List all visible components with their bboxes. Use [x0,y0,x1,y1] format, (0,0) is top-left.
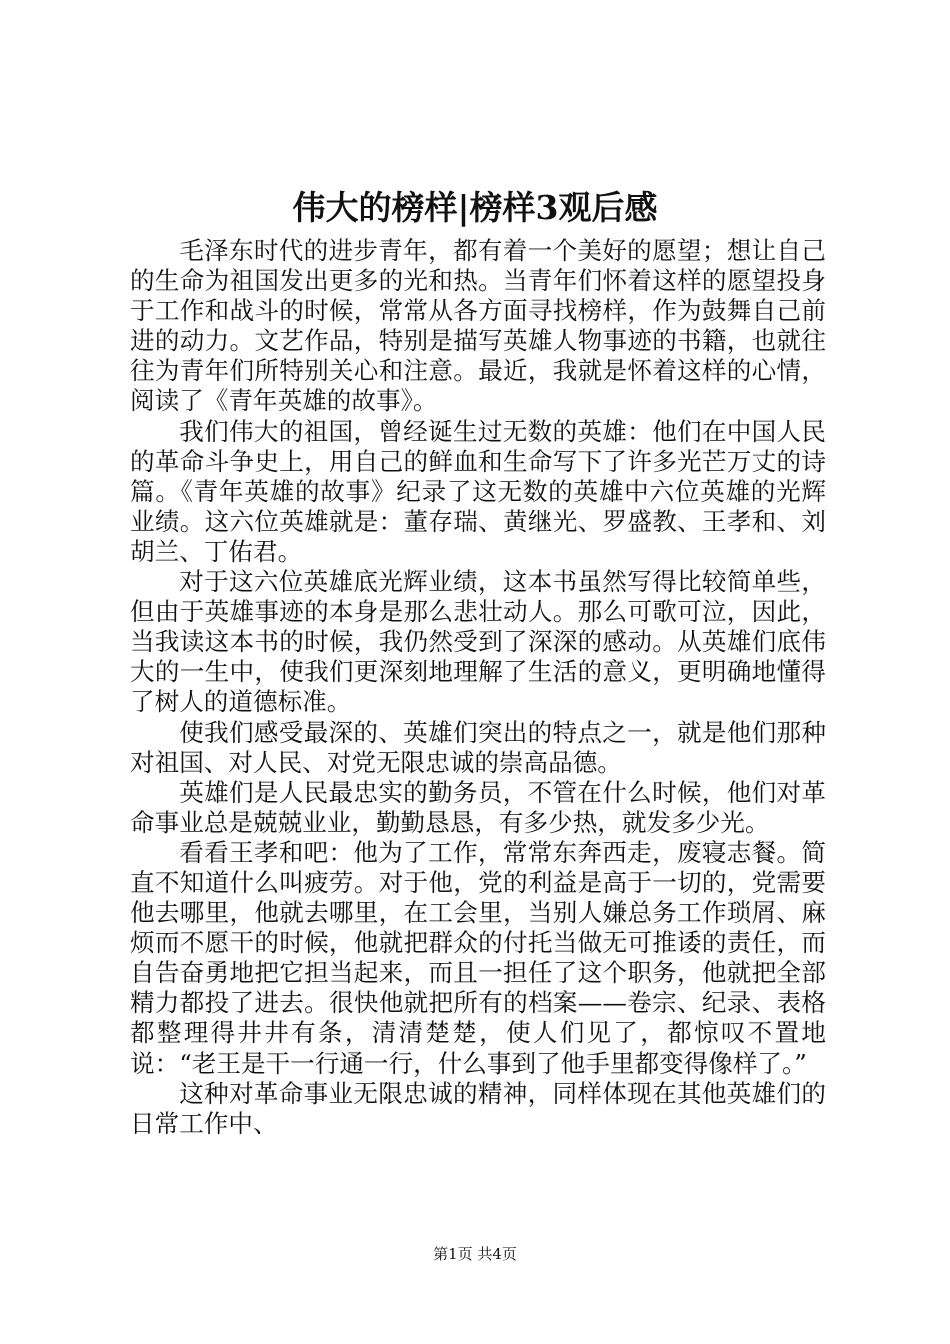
document-title: 伟大的榜样|榜样3观后感 [292,188,658,227]
paragraph-3: 对于这六位英雄底光辉业绩，这本书虽然写得比较简单些，但由于英雄事迹的本身是那么悲壮动人。那么可歌可泣，因此，当我读这本书的时候，我仍然受到了深深的感动。从英雄们底伟大的一生中，使我们更深刻地理解了生活的意义，更明确地懂得了树人的道德标准。 [130,567,826,717]
paragraph-5: 英雄们是人民最忠实的勤务员，不管在什么时候，他们对革命事业总是兢兢业业，勤勤恳恳，有多少热，就发多少光。 [130,777,826,837]
paragraph-1: 毛泽东时代的进步青年，都有着一个美好的愿望；想让自己的生命为祖国发出更多的光和热。当青年们怀着这样的愿望投身于工作和战斗的时候，常常从各方面寻找榜样，作为鼓舞自己前进的动力。文艺作品，特别是描写英雄人物事迹的书籍，也就往往为青年们所特别关心和注意。最近，我就是怀着这样的心情，阅读了《青年英雄的故事》。 [130,236,826,416]
paragraph-4: 使我们感受最深的、英雄们突出的特点之一，就是他们那种对祖国、对人民、对党无限忠诚的崇高品德。 [130,717,826,777]
document-body [130,236,826,1139]
paragraph-6: 看看王孝和吧：他为了工作，常常东奔西走，废寝志餐。简直不知道什么叫疲劳。对于他，党的利益是高于一切的，党需要他去哪里，他就去哪里，在工会里，当别人嫌总务工作琐屑、麻烦而不愿干的时候，他就把群众的付托当做无可推诿的责任，而自告奋勇地把它担当起来，而且一担任了这个职务，他就把全部精力都投了进去。很快他就把所有的档案——卷宗、纪录、表格都整理得井井有条，清清楚楚，使人们见了，都惊叹不置地说：“老王是干一行通一行，什么事到了他手里都变得像样了。” [130,837,826,1078]
paragraph-2: 我们伟大的祖国，曾经诞生过无数的英雄：他们在中国人民的革命斗争史上，用自己的鲜血和生命写下了许多光芒万丈的诗篇。《青年英雄的故事》纪录了这无数的英雄中六位英雄的光辉业绩。这六位英雄就是：董存瑞、黄继光、罗盛教、王孝和、刘胡兰、丁佑君。 [130,416,826,566]
paragraph-7: 这种对革命事业无限忠诚的精神，同样体现在其他英雄们的日常工作中、 [130,1078,826,1138]
page-footer: 第1页 共4页 [433,1245,517,1263]
